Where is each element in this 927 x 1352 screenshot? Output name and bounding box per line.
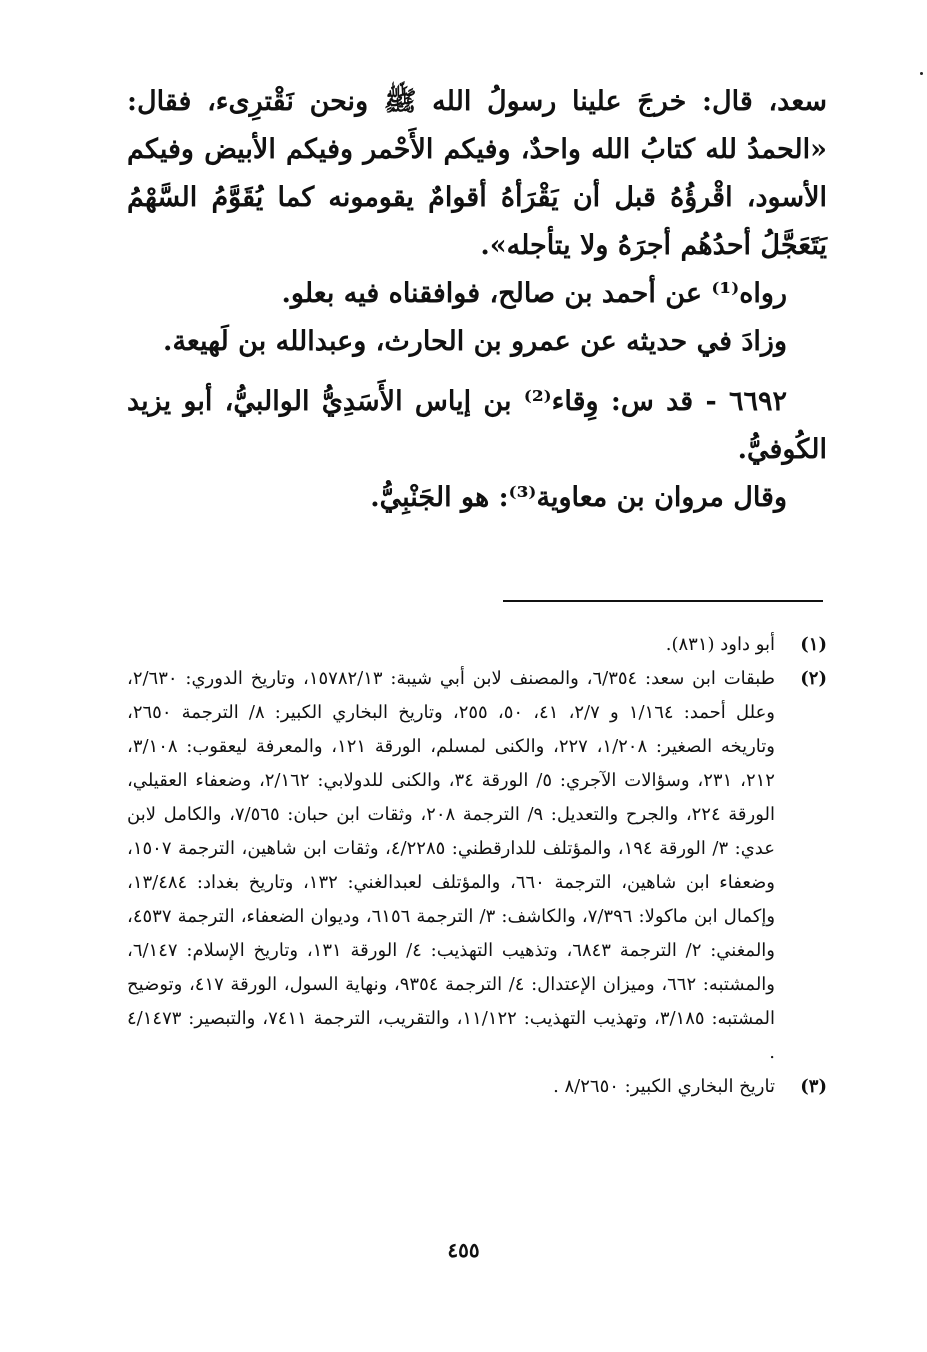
footnote-text: تاريخ البخاري الكبير: ٨/٢٦٥٠ . — [553, 1076, 775, 1097]
addition-line: وزادَ في حديثه عن عمرو بن الحارث، وعبدالله بن لَهيعة. — [163, 326, 787, 357]
footnote-text: أبو داود (٨٣١). — [665, 634, 775, 655]
footnote-number: (٣) — [800, 1076, 827, 1097]
page-number: ٤٥٥ — [447, 1238, 480, 1262]
page-speck — [920, 72, 923, 75]
footnotes — [127, 628, 827, 1104]
narration-line: رواه⁽¹⁾ عن أحمد بن صالح، فوافقناه فيه بعلو. — [281, 278, 787, 309]
footnote-divider — [503, 600, 823, 602]
footnote-3 — [127, 1070, 827, 1104]
footnote-1 — [127, 628, 827, 662]
main-text — [127, 78, 827, 522]
hadith-text: سعد، قال: خرجَ علينا رسولُ الله ﷺ ونحن نَقْترِىء، فقال: «الحمدُ لله كتابُ الله واحدٌ، وفيكم الأَحْمر وفيكم الأبيض وفيكم الأسود، اقْرؤُهُ قبل أن يَقْرَأهُ أقوامٌ يقومونه كما يُقَوَّمُ السَّهْمُ يَتَعَجَّلُ أحدُهُم أجرَهُ ولا يتأجله». — [127, 86, 827, 261]
entry-note: وقال مروان بن معاوية⁽³⁾: هو الجَنْبِيُّ. — [370, 482, 787, 513]
entry-number: ٦٦٩٢ — [729, 386, 788, 417]
footnote-text: طبقات ابن سعد: ٦/٣٥٤، والمصنف لابن أبي شيبة: ١٥٧٨٢/١٣، وتاريخ الدوري: ٢/٦٣٠، وعلل أحمد: ١/١٦٤ و ٢/٧، ٤١، ٥٠، ٢٥٥، وتاريخ البخاري الكبير: ٨/ الترجمة ٢٦٥٠، وتاريخه الصغير: ١/٢٠٨، ٢٢٧، والكنى لمسلم، الورقة ١٢١، والمعرفة ليعقوب: ٣/١٠٨، ٢١٢، ٢٣١، وسؤالات الآجري: ٥/ الورقة ٣٤، والكنى للدولابي: ٢/١٦٢، وضعفاء العقيلي، الورقة ٢٢٤، والجرح والتعديل: ٩/ الترجمة ٢٠٨، وثقات ابن حبان: ٧/٥٦٥، والكامل لابن عدي: ٣/ الورقة ١٩٤، والمؤتلف للدارقطني: ٤/٢٢٨٥، وثقات ابن شاهين، الترجمة ١٥٠٧، وضعفاء ابن شاهين، الترجمة ٦٦٠، والمؤتلف لعبدالغني: ١٣٢، وتاريخ بغداد: ١٣/٤٨٤، وإكمال ابن ماكولا: ٧/٣٩٦، والكاشف: ٣/ الترجمة ٦١٥٦، وديوان الضعفاء، الترجمة ٤٥٣٧، والمغني: ٢/ الترجمة ٦٨٤٣، وتذهيب التهذيب: ٤/ الورقة ١٣١، وتاريخ الإسلام: ٦/١٤٧، والمشتبه: ٦٦٢، وميزان الإعتدال: ٤/ الترجمة ٩٣٥٤، ونهاية السول، الورقة ٤١٧، وتوضيح المشتبه: ٣/١٨٥، وتهذيب التهذيب: ١١/١٢٢، والتقريب، الترجمة ٧٤١١، والتبصير: ٤/١٤٧٣ . — [127, 668, 776, 1063]
footnote-number: (٢) — [800, 668, 827, 689]
biography-entry — [127, 378, 827, 474]
footnote-number: (١) — [800, 634, 827, 655]
footnote-2 — [127, 662, 827, 1070]
entry-text: - قد س: وِقاء⁽²⁾ بن إياس الأَسَدِيُّ الوالبيُّ، أبو يزيد الكُوفيُّ. — [127, 386, 827, 465]
